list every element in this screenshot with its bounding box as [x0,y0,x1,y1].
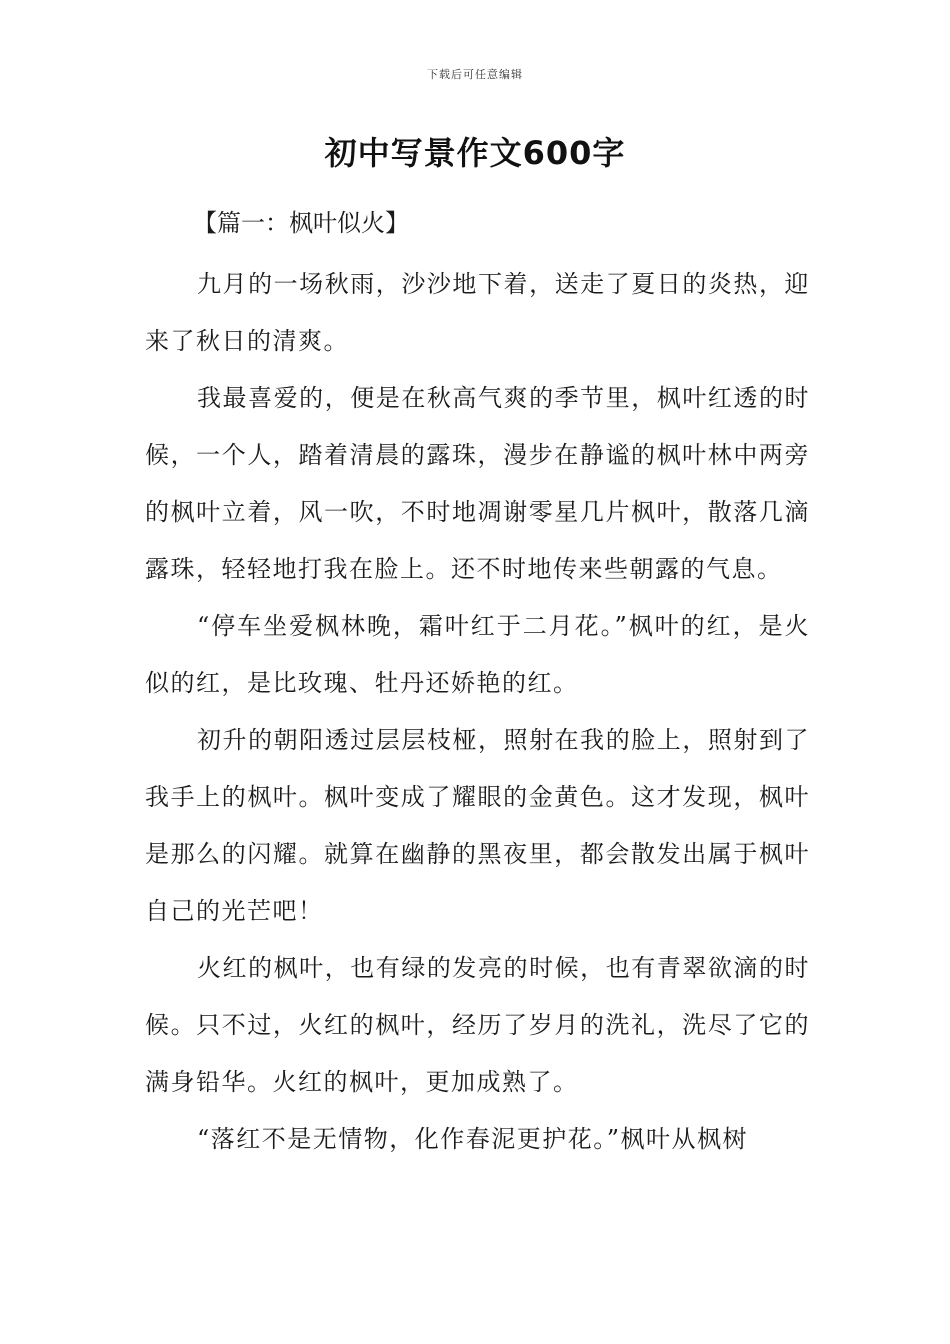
paragraph-3: “停车坐爱枫林晚，霜叶红于二月花。”枫叶的红，是火似的红，是比玫瑰、牡丹还娇艳的红。 [145,612,810,697]
header-note: 下载后可任意编辑 [427,68,523,81]
paragraph-1: 九月的一场秋雨，沙沙地下着，送走了夏日的炎热，迎来了秋日的清爽。 [145,270,810,355]
document-title: 初中写景作文600字 [324,134,626,172]
paragraph-5: 火红的枫叶，也有绿的发亮的时候，也有青翠欲滴的时候。只不过，火红的枫叶，经历了岁月的洗礼，洗尽了它的满身铅华。火红的枫叶，更加成熟了。 [145,954,810,1096]
paragraph-4: 初升的朝阳透过层层枝桠，照射在我的脸上，照射到了我手上的枫叶。枫叶变成了耀眼的金黄色。这才发现，枫叶是那么的闪耀。就算在幽静的黑夜里，都会散发出属于枫叶自己的光芒吧！ [145,726,810,925]
document-body [145,200,810,1168]
paragraph-2: 我最喜爱的，便是在秋高气爽的季节里，枫叶红透的时候，一个人，踏着清晨的露珠，漫步在静谧的枫叶林中两旁的枫叶立着，风一吹，不时地凋谢零星几片枫叶，散落几滴露珠，轻轻地打我在脸上。还不时地传来些朝露的气息。 [145,384,810,583]
section-heading: 【篇一：枫叶似火】 [193,209,409,237]
paragraph-6: “落红不是无情物，化作春泥更护花。”枫叶从枫树 [197,1125,749,1153]
